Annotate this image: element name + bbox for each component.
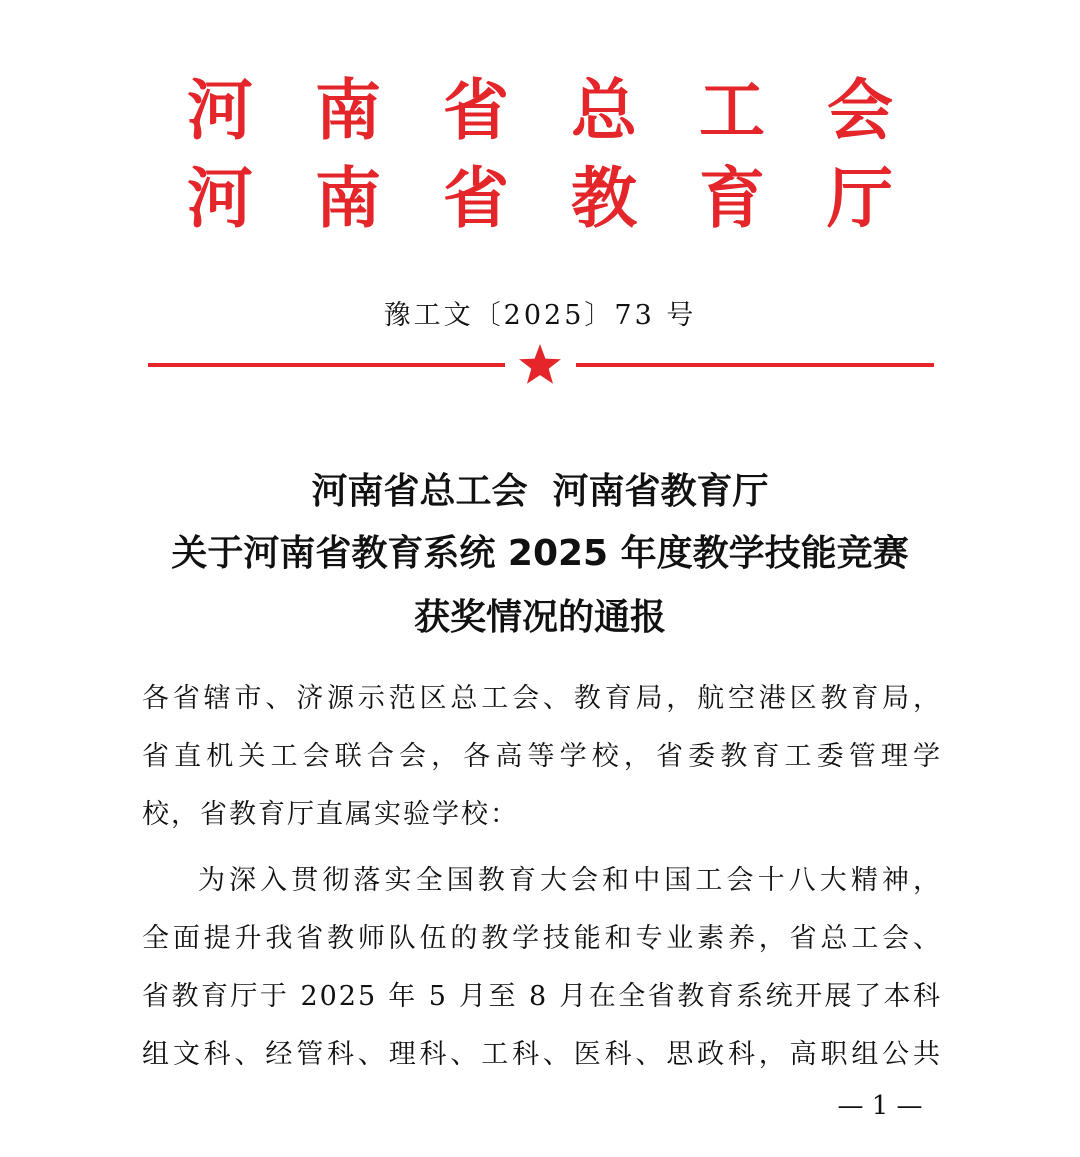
paragraph-line-3: 省教育厅于 2025 年 5 月至 8 月在全省教育系统开展了本科 <box>142 981 942 1012</box>
header-char: 河 <box>187 71 253 149</box>
header-char: 工 <box>699 71 765 149</box>
header-char: 河 <box>187 159 253 237</box>
header-char: 总 <box>571 71 637 149</box>
addressee-line-3: 校，省教育厅直属实验学校： <box>142 799 519 830</box>
header-char: 厅 <box>827 159 893 237</box>
issuer-header-education-dept <box>180 158 900 238</box>
header-char: 南 <box>315 159 381 237</box>
page-number: — 1 — <box>837 1091 923 1121</box>
document-title-line-2: 关于河南省教育系统 2025 年度教学技能竞赛 <box>171 533 909 574</box>
red-divider <box>146 340 936 392</box>
document-number: 豫工文〔2025〕73 号 <box>383 300 697 331</box>
header-char: 省 <box>443 71 509 149</box>
divider-line-right <box>576 363 934 367</box>
header-char: 南 <box>315 71 381 149</box>
addressee-line-1: 各省辖市、济源示范区总工会、教育局，航空港区教育局， <box>142 683 942 714</box>
document-title-line-3: 获奖情况的通报 <box>413 597 666 638</box>
star-icon <box>519 344 561 384</box>
paragraph-line-1: 为深入贯彻落实全国教育大会和中国工会十八大精神， <box>198 865 942 896</box>
paragraph-line-2: 全面提升我省教师队伍的教学技能和专业素养，省总工会、 <box>142 923 942 954</box>
header-char: 会 <box>827 71 893 149</box>
divider-line-left <box>148 363 505 367</box>
header-char: 省 <box>443 159 509 237</box>
paragraph-line-4: 组文科、经管科、理科、工科、医科、思政科，高职组公共 <box>142 1039 942 1070</box>
addressee-line-2: 省直机关工会联合会，各高等学校，省委教育工委管理学 <box>142 741 942 772</box>
header-char: 育 <box>699 159 765 237</box>
document-title-line-1: 河南省总工会 河南省教育厅 <box>311 471 769 512</box>
issuer-header-federation <box>180 70 900 150</box>
header-char: 教 <box>571 159 637 237</box>
